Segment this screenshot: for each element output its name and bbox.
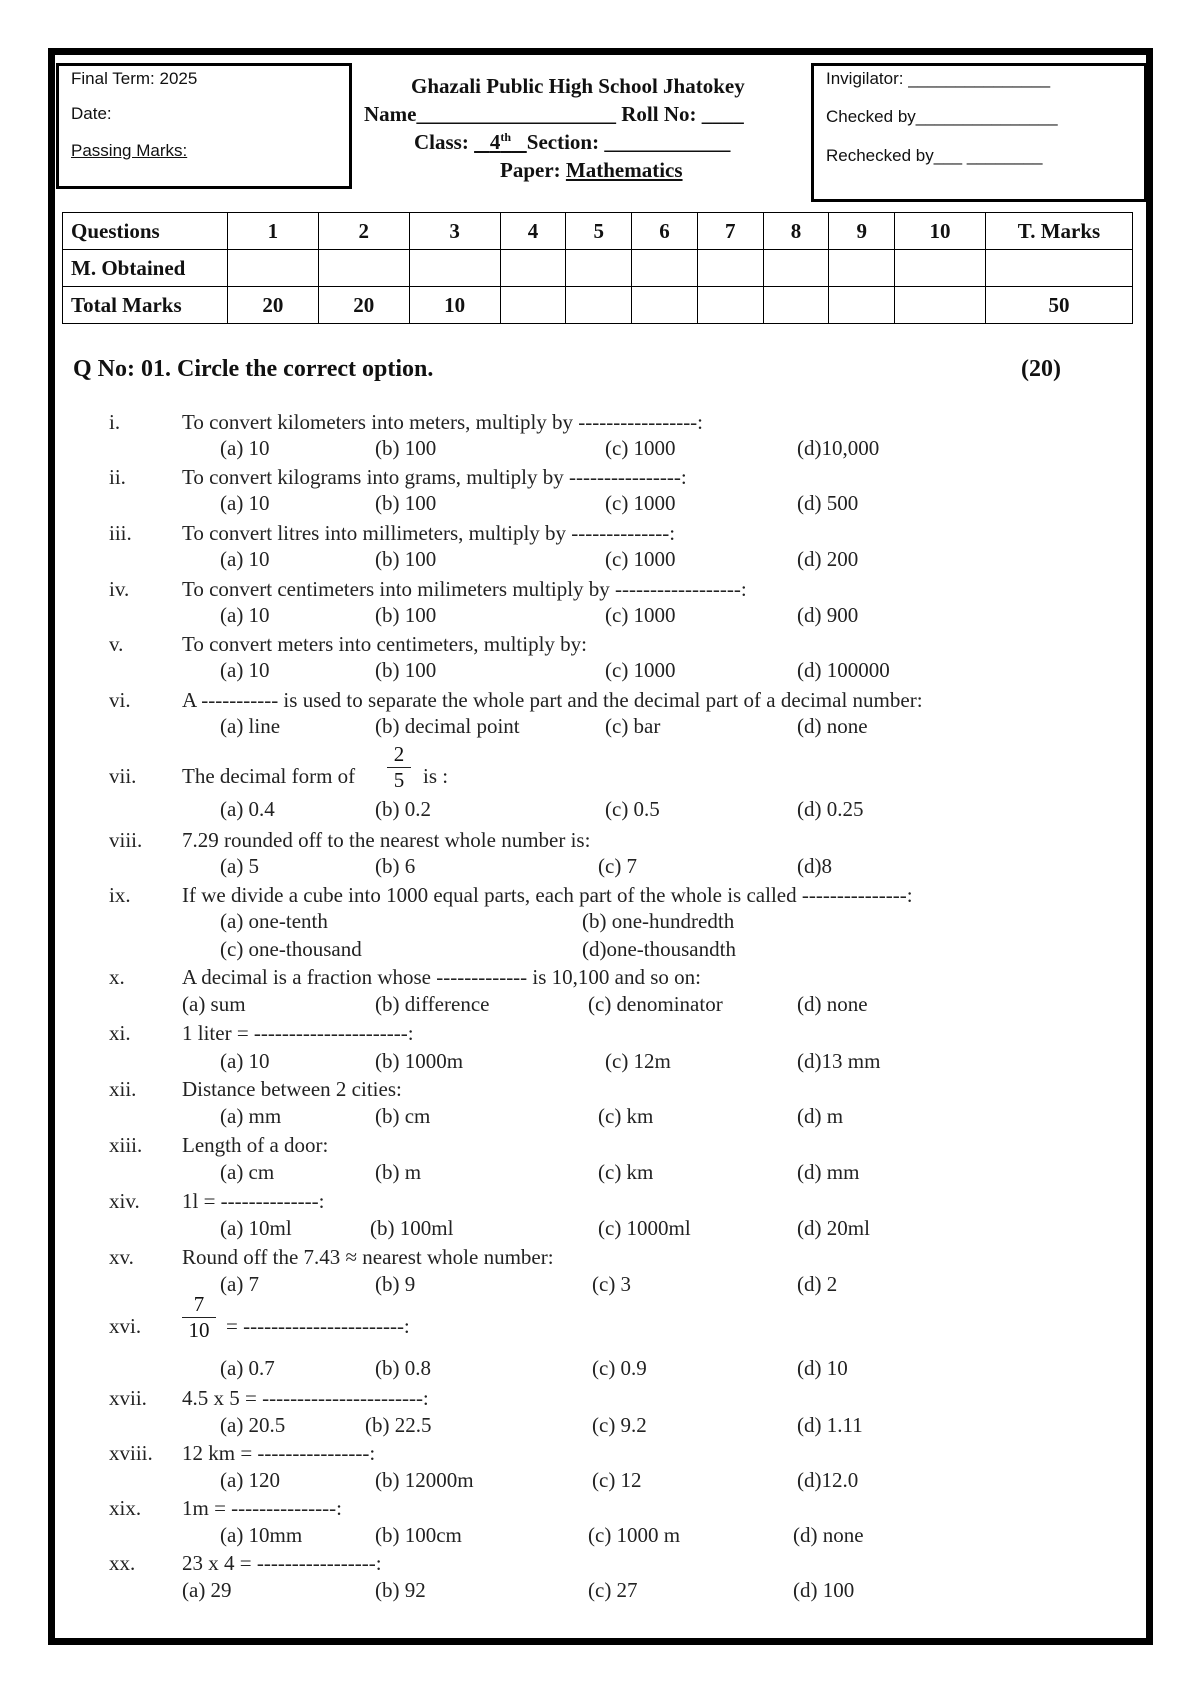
table-cell: 2 bbox=[318, 213, 409, 250]
answer-option[interactable]: (c) km bbox=[598, 1104, 654, 1128]
question-number: xiii. bbox=[109, 1133, 143, 1157]
question-stem: Distance between 2 cities: bbox=[182, 1077, 402, 1101]
date-field[interactable]: Date: bbox=[71, 104, 112, 123]
answer-option[interactable]: (d) 2 bbox=[797, 1272, 838, 1296]
answer-option[interactable]: (b) 1000m bbox=[375, 1049, 464, 1073]
table-cell bbox=[697, 287, 763, 324]
table-cell: 10 bbox=[895, 213, 986, 250]
question-stem: A ----------- is used to separate the whole part and the decimal part of a decimal number: bbox=[182, 688, 923, 712]
answer-option[interactable]: (c) one-thousand bbox=[220, 937, 362, 961]
section-marks: (20) bbox=[1021, 356, 1061, 382]
answer-option[interactable]: (b) decimal point bbox=[375, 714, 520, 738]
table-row-total bbox=[63, 287, 1133, 324]
answer-option[interactable]: (a) sum bbox=[182, 992, 246, 1016]
answer-option[interactable]: (c) 1000 bbox=[605, 436, 676, 460]
answer-option[interactable]: (d) 0.25 bbox=[797, 797, 864, 821]
answer-option[interactable]: (b) difference bbox=[375, 992, 490, 1016]
checked-by-field[interactable]: Checked by_______________ bbox=[826, 107, 1058, 126]
question-number: vi. bbox=[109, 688, 131, 712]
question-number: ii. bbox=[109, 465, 126, 489]
table-cell: 9 bbox=[829, 213, 895, 250]
answer-option[interactable]: (b) one-hundredth bbox=[582, 909, 735, 933]
answer-option[interactable]: (b) 6 bbox=[375, 854, 416, 878]
question-stem: 7.29 rounded off to the nearest whole number is: bbox=[182, 828, 591, 852]
answer-option[interactable]: (d) 20ml bbox=[797, 1216, 870, 1240]
question-number: i. bbox=[109, 410, 121, 434]
answer-option[interactable]: (d)13 mm bbox=[797, 1049, 881, 1073]
obtained-cell[interactable] bbox=[318, 250, 409, 287]
table-cell bbox=[500, 287, 566, 324]
answer-option[interactable]: (d)10,000 bbox=[797, 436, 880, 460]
table-cell bbox=[763, 287, 829, 324]
question-stem: 1m = ---------------: bbox=[182, 1496, 342, 1520]
question-stem-end: is : bbox=[423, 764, 449, 788]
marks-table bbox=[62, 212, 1133, 324]
table-cell: 1 bbox=[228, 213, 319, 250]
question-stem: The decimal form of bbox=[182, 764, 356, 788]
answer-option[interactable]: (d)8 bbox=[797, 854, 832, 878]
answer-option[interactable]: (b) cm bbox=[375, 1104, 431, 1128]
class-label: Class: bbox=[414, 130, 475, 154]
answer-option[interactable]: (a) 10mm bbox=[220, 1523, 303, 1547]
question-stem: To convert kilograms into grams, multiply by ----------------: bbox=[182, 465, 687, 489]
paper-line bbox=[500, 158, 683, 183]
section-label[interactable]: Section: ____________ bbox=[526, 130, 731, 154]
answer-option[interactable]: (d) 500 bbox=[797, 491, 859, 515]
question-number: xvi. bbox=[109, 1314, 142, 1338]
answer-option[interactable]: (d) 100000 bbox=[797, 658, 890, 682]
answer-option[interactable]: (a) 10 bbox=[220, 1049, 270, 1073]
fraction-denominator: 5 bbox=[393, 768, 405, 792]
table-cell: 20 bbox=[318, 287, 409, 324]
question-number: xv. bbox=[109, 1245, 134, 1269]
question-stem: 1 liter = ----------------------: bbox=[182, 1021, 414, 1045]
obtained-cell[interactable] bbox=[500, 250, 566, 287]
answer-option[interactable]: (d) none bbox=[797, 714, 868, 738]
question-stem: To convert litres into millimeters, multiply by --------------: bbox=[182, 521, 676, 545]
answer-option[interactable]: (b) 12000m bbox=[375, 1468, 474, 1492]
answer-option[interactable]: (c) km bbox=[598, 1160, 654, 1184]
answer-option[interactable]: (c) 1000 bbox=[605, 491, 676, 515]
obtained-cell[interactable] bbox=[763, 250, 829, 287]
answer-option[interactable]: (c) 1000 m bbox=[588, 1523, 681, 1547]
answer-option[interactable]: (d) 10 bbox=[797, 1356, 848, 1380]
question-stem: Round off the 7.43 ≈ nearest whole number: bbox=[182, 1245, 554, 1269]
table-cell: 6 bbox=[632, 213, 698, 250]
term-label: Final Term: 2025 bbox=[71, 69, 198, 88]
table-cell: 5 bbox=[566, 213, 632, 250]
question-number: iv. bbox=[109, 577, 130, 601]
answer-option[interactable]: (b) 100 bbox=[375, 547, 437, 571]
name-roll-line[interactable]: Name___________________ Roll No: ____ bbox=[364, 102, 744, 126]
table-cell: 4 bbox=[500, 213, 566, 250]
answer-option[interactable]: (a) 20.5 bbox=[220, 1413, 286, 1437]
question-number: xi. bbox=[109, 1021, 131, 1045]
fraction-numerator: 7 bbox=[182, 1292, 216, 1318]
question-number: xvii. bbox=[109, 1386, 147, 1410]
question-number: xii. bbox=[109, 1077, 137, 1101]
answer-option[interactable]: (a) mm bbox=[220, 1104, 282, 1128]
table-cell: 3 bbox=[409, 213, 500, 250]
question-stem: 4.5 x 5 = -----------------------: bbox=[182, 1386, 429, 1410]
fraction-numerator: 2 bbox=[387, 742, 411, 768]
question-stem: 23 x 4 = -----------------: bbox=[182, 1551, 382, 1575]
question-number: xix. bbox=[109, 1496, 142, 1520]
answer-option[interactable]: (d)12.0 bbox=[797, 1468, 859, 1492]
answer-option[interactable]: (a) 120 bbox=[220, 1468, 281, 1492]
question-number: iii. bbox=[109, 521, 132, 545]
obtained-cell[interactable] bbox=[566, 250, 632, 287]
obtained-cell[interactable] bbox=[632, 250, 698, 287]
question-stem: To convert centimeters into milimeters multiply by ------------------: bbox=[182, 577, 747, 601]
question-stem-end: = -----------------------: bbox=[226, 1314, 410, 1338]
answer-option[interactable]: (d) 200 bbox=[797, 547, 859, 571]
obtained-cell[interactable] bbox=[228, 250, 319, 287]
table-cell: 7 bbox=[697, 213, 763, 250]
answer-option[interactable]: (b) 100 bbox=[375, 658, 437, 682]
table-row-obtained bbox=[63, 250, 1133, 287]
obtained-cell[interactable] bbox=[829, 250, 895, 287]
obtained-cell[interactable] bbox=[895, 250, 986, 287]
answer-option[interactable]: (d) 900 bbox=[797, 603, 859, 627]
answer-option[interactable]: (c) 3 bbox=[592, 1272, 632, 1296]
question-stem: To convert meters into centimeters, multiply by: bbox=[182, 632, 588, 656]
answer-option[interactable]: (a) 10 bbox=[220, 658, 270, 682]
answer-option[interactable]: (b) 92 bbox=[375, 1578, 426, 1602]
answer-option[interactable]: (b) 100ml bbox=[370, 1216, 454, 1240]
answer-option[interactable]: (d) m bbox=[797, 1104, 844, 1128]
paper-label: Paper: bbox=[500, 158, 566, 182]
answer-option[interactable]: (c) 12 bbox=[592, 1468, 642, 1492]
class-value: 4th bbox=[489, 130, 512, 154]
question-number: xiv. bbox=[109, 1189, 140, 1213]
answer-option[interactable]: (d) 100 bbox=[793, 1578, 855, 1602]
answer-option[interactable]: (a) 0.4 bbox=[220, 797, 275, 821]
table-cell: 10 bbox=[409, 287, 500, 324]
rechecked-by-field[interactable]: Rechecked by___ ________ bbox=[826, 146, 1043, 165]
answer-option[interactable]: (c) 7 bbox=[598, 854, 638, 878]
paper-value: Mathematics bbox=[565, 158, 683, 182]
obtained-cell[interactable] bbox=[697, 250, 763, 287]
table-cell: M. Obtained bbox=[63, 250, 228, 287]
question-number: v. bbox=[109, 632, 124, 656]
obtained-cell[interactable] bbox=[986, 250, 1133, 287]
answer-option[interactable]: (c) denominator bbox=[588, 992, 723, 1016]
answer-option[interactable]: (a) 29 bbox=[182, 1578, 232, 1602]
question-stem: 1l = --------------: bbox=[182, 1189, 325, 1213]
section-title: Q No: 01. Circle the correct option. bbox=[73, 356, 434, 382]
obtained-cell[interactable] bbox=[409, 250, 500, 287]
passing-marks-label: Passing Marks: bbox=[71, 141, 188, 160]
question-number: vii. bbox=[109, 764, 137, 788]
question-stem: Length of a door: bbox=[182, 1133, 329, 1157]
school-name: Ghazali Public High School Jhatokey bbox=[411, 74, 745, 98]
answer-option[interactable]: (c) 12m bbox=[605, 1049, 671, 1073]
table-cell: Questions bbox=[63, 213, 228, 250]
question-stem: 12 km = ----------------: bbox=[182, 1441, 376, 1465]
answer-option[interactable]: (b) 22.5 bbox=[365, 1413, 432, 1437]
question-number: x. bbox=[109, 965, 125, 989]
answer-option[interactable]: (c) 1000 bbox=[605, 603, 676, 627]
answer-option[interactable]: (a) 7 bbox=[220, 1272, 260, 1296]
question-number: viii. bbox=[109, 828, 143, 852]
answer-option[interactable]: (d)one-thousandth bbox=[582, 937, 736, 961]
table-cell: 50 bbox=[986, 287, 1133, 324]
answer-option[interactable]: (c) 27 bbox=[588, 1578, 638, 1602]
answer-option[interactable]: (b) 100 bbox=[375, 603, 437, 627]
table-cell bbox=[632, 287, 698, 324]
question-stem: A decimal is a fraction whose ------------- is 10,100 and so on: bbox=[182, 965, 702, 989]
table-cell: T. Marks bbox=[986, 213, 1133, 250]
answer-option[interactable]: (a) 10 bbox=[220, 491, 270, 515]
checker-box bbox=[811, 63, 1147, 202]
fraction bbox=[387, 742, 411, 793]
answer-option[interactable]: (a) 10ml bbox=[220, 1216, 292, 1240]
table-cell: 8 bbox=[763, 213, 829, 250]
answer-option[interactable]: (b) 0.2 bbox=[375, 797, 431, 821]
fraction-denominator: 10 bbox=[188, 1318, 210, 1342]
answer-option[interactable]: (c) bar bbox=[605, 714, 661, 738]
answer-option[interactable]: (c) 0.9 bbox=[592, 1356, 647, 1380]
answer-option[interactable]: (c) 1000ml bbox=[598, 1216, 691, 1240]
question-number: xviii. bbox=[109, 1441, 153, 1465]
answer-option[interactable]: (a) 5 bbox=[220, 854, 260, 878]
question-stem: To convert kilometers into meters, multiply by -----------------: bbox=[182, 410, 704, 434]
answer-option[interactable]: (b) 100 bbox=[375, 436, 437, 460]
answer-option[interactable]: (c) 9.2 bbox=[592, 1413, 647, 1437]
table-cell bbox=[566, 287, 632, 324]
answer-option[interactable]: (d) mm bbox=[797, 1160, 860, 1184]
answer-option[interactable]: (a) one-tenth bbox=[220, 909, 328, 933]
answer-option[interactable]: (c) 1000 bbox=[605, 658, 676, 682]
answer-option[interactable]: (b) m bbox=[375, 1160, 422, 1184]
table-row-questions bbox=[63, 213, 1133, 250]
answer-option[interactable]: (a) 10 bbox=[220, 547, 270, 571]
answer-option[interactable]: (a) 10 bbox=[220, 436, 270, 460]
question-stem: If we divide a cube into 1000 equal parts, each part of the whole is called ---------------: bbox=[182, 883, 913, 907]
answer-option[interactable]: (c) 1000 bbox=[605, 547, 676, 571]
answer-option[interactable]: (a) line bbox=[220, 714, 281, 738]
answer-option[interactable]: (d) none bbox=[793, 1523, 864, 1547]
invigilator-field[interactable]: Invigilator: _______________ bbox=[826, 69, 1051, 88]
question-number: xx. bbox=[109, 1551, 136, 1575]
question-number: ix. bbox=[109, 883, 131, 907]
answer-option[interactable]: (a) 10 bbox=[220, 603, 270, 627]
class-section-line bbox=[414, 130, 730, 155]
fraction bbox=[182, 1292, 216, 1343]
answer-option[interactable]: (b) 9 bbox=[375, 1272, 416, 1296]
answer-option[interactable]: (b) 100 bbox=[375, 491, 437, 515]
exam-info-box bbox=[56, 63, 352, 189]
table-cell bbox=[829, 287, 895, 324]
table-cell: 20 bbox=[228, 287, 319, 324]
answer-option[interactable]: (d) none bbox=[797, 992, 868, 1016]
table-cell: Total Marks bbox=[63, 287, 228, 324]
answer-option[interactable]: (b) 0.8 bbox=[375, 1356, 431, 1380]
answer-option[interactable]: (a) cm bbox=[220, 1160, 275, 1184]
answer-option[interactable]: (b) 100cm bbox=[375, 1523, 462, 1547]
answer-option[interactable]: (d) 1.11 bbox=[797, 1413, 863, 1437]
answer-option[interactable]: (a) 0.7 bbox=[220, 1356, 275, 1380]
table-cell bbox=[895, 287, 986, 324]
answer-option[interactable]: (c) 0.5 bbox=[605, 797, 660, 821]
